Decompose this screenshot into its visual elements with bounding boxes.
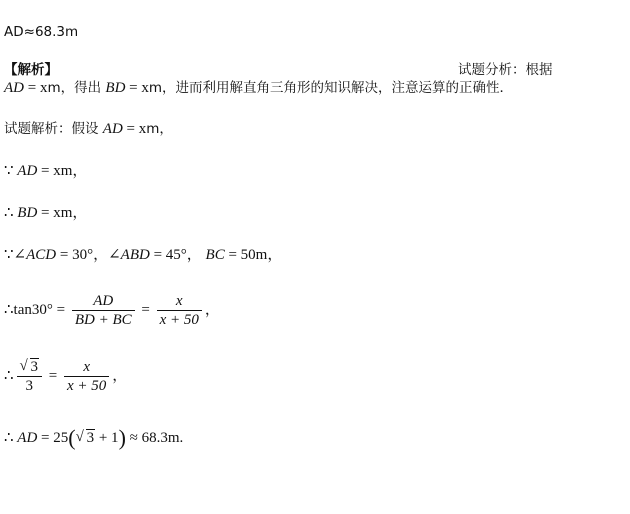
text-chunk: m，进而利用解直角三角形的知识解决，注意运算的正确性． [148, 80, 514, 96]
unit: m， [60, 205, 88, 221]
numerator: x [175, 293, 183, 310]
step-5 [4, 356, 127, 396]
denominator: x + 50 [67, 378, 107, 395]
fraction-ad-over-sum [72, 292, 135, 329]
sqrt-symbol [20, 358, 40, 376]
denominator: 3 [25, 378, 34, 395]
coefficient: = 25 [37, 430, 69, 446]
var-bd: BD [17, 205, 38, 221]
text-chunk: m， [146, 121, 173, 137]
analysis-text [4, 80, 513, 96]
angle-value: = 45°， [149, 247, 202, 263]
radicand: 3 [30, 359, 39, 376]
denominator: x + 50 [159, 312, 199, 329]
punctuation: ， [204, 302, 220, 318]
eq-x: = x [24, 80, 48, 96]
left-paren: ( [68, 425, 76, 450]
var-bc: BC [205, 247, 225, 263]
therefore-symbol: ∴ [4, 205, 18, 221]
analysis-label: 试题分析：根据 [458, 62, 553, 78]
length-value: = 50m， [224, 247, 283, 263]
radicand: 3 [86, 430, 95, 446]
plus-one: + 1 [95, 430, 119, 446]
numerator: x [83, 359, 90, 376]
answer-line: AD≈68.3m [4, 24, 79, 40]
step-2 [4, 205, 87, 221]
eq-x: = x [37, 163, 61, 179]
eq-x: = x [122, 121, 147, 137]
numerator: AD [93, 293, 114, 310]
step-6 [4, 426, 183, 450]
var-ad: AD [102, 121, 123, 137]
therefore-symbol: ∴ [4, 368, 14, 384]
therefore-symbol: ∴ [4, 430, 18, 446]
tan-expression: ∴tan30° = [4, 302, 69, 318]
var-ad: AD [4, 80, 24, 96]
var-bd: BD [105, 80, 126, 96]
eq-x: = x [125, 80, 149, 96]
fraction-sqrt3-over-3 [17, 358, 43, 395]
step-4 [4, 290, 220, 330]
jiexi-label: 【解析】 [4, 62, 58, 78]
angle-acd: ∠ACD [13, 247, 57, 263]
equals: = [45, 368, 62, 384]
right-paren: ) [118, 425, 126, 450]
unit: m， [60, 163, 88, 179]
var-ad: AD [17, 430, 38, 446]
fraction-x-over-sum [64, 358, 109, 395]
step-1 [4, 163, 87, 179]
step-3 [4, 247, 282, 263]
fraction-x-over-sum [157, 292, 202, 329]
var-ad: AD [17, 163, 38, 179]
equals: = [137, 302, 154, 318]
because-symbol: ∵ [4, 247, 14, 263]
result: ≈ 68.3m. [125, 430, 184, 446]
eq-x: = x [37, 205, 61, 221]
text-chunk: m，得出 [47, 80, 106, 96]
angle-abd: ∠ABD [108, 247, 150, 263]
denominator: BD + BC [74, 312, 132, 329]
punctuation: ， [112, 368, 128, 384]
solution-intro [4, 121, 173, 137]
angle-value: = 30°， [56, 247, 109, 263]
text-chunk: 试题解析：假设 [4, 121, 103, 137]
because-symbol: ∵ [4, 163, 18, 179]
sqrt-symbol [76, 426, 96, 450]
